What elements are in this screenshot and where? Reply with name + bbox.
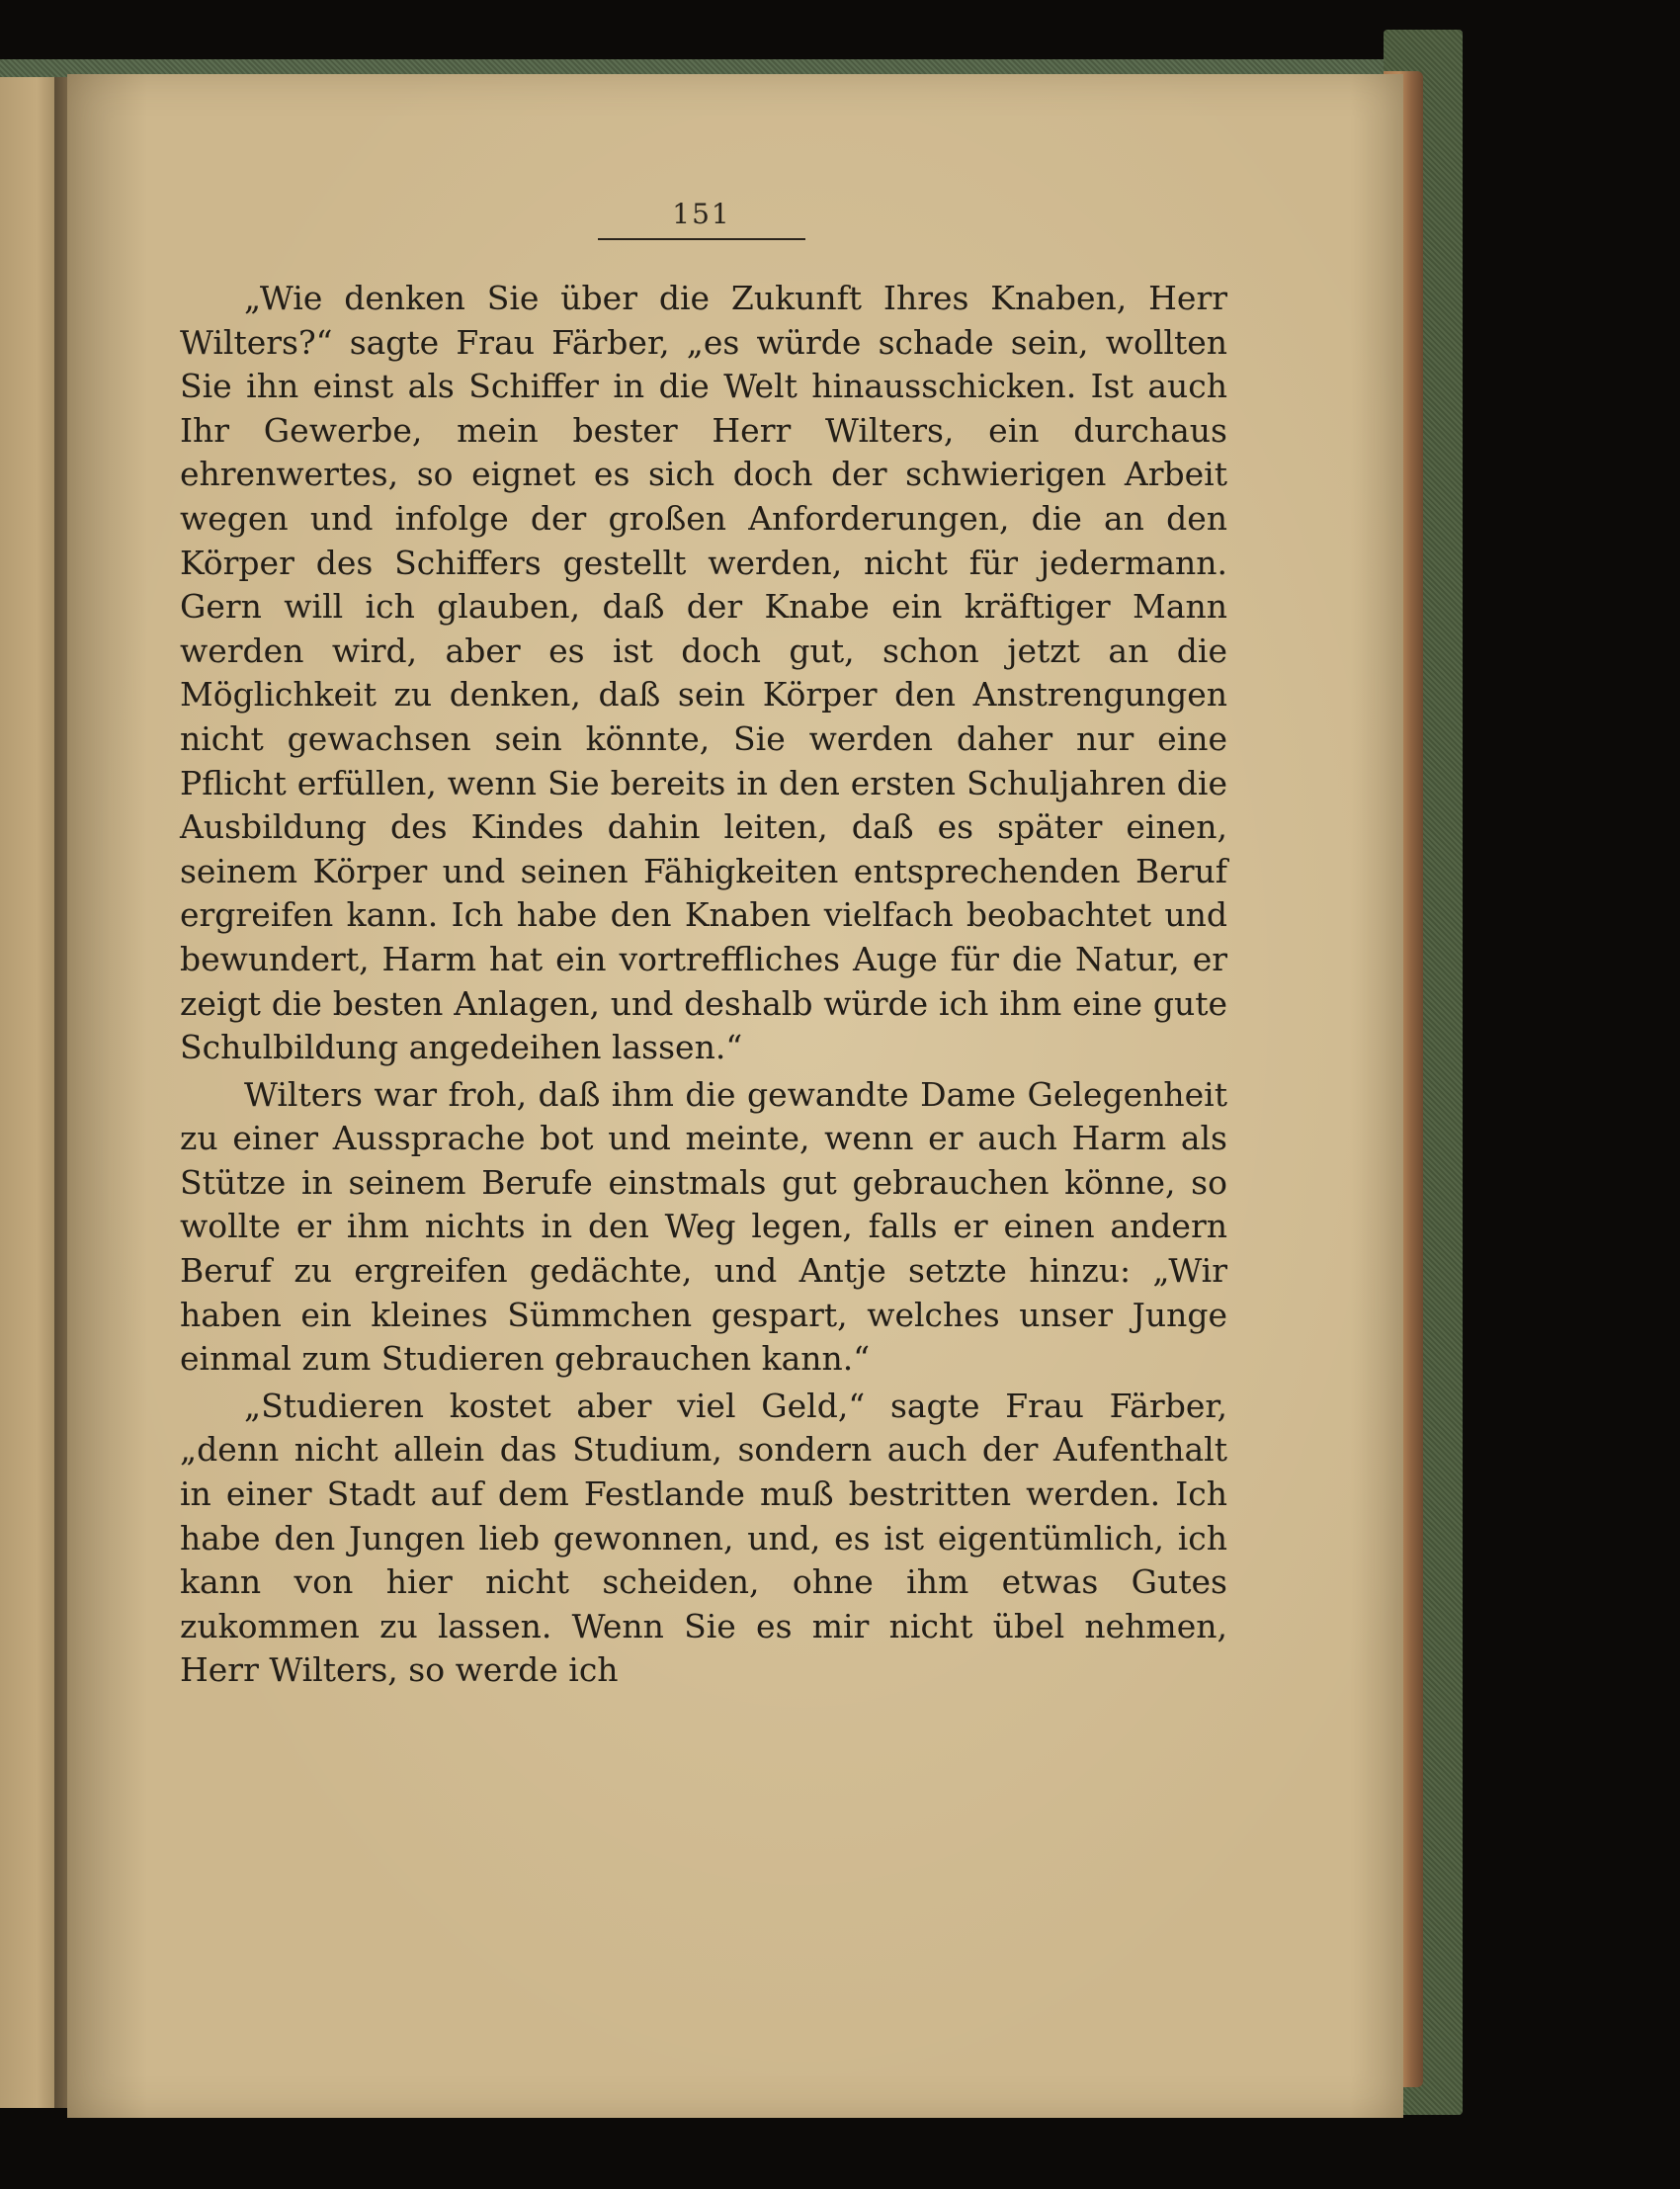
page-number-rule <box>598 238 805 240</box>
page-number: 151 <box>672 198 731 230</box>
left-facing-page <box>0 77 61 2108</box>
page-text <box>180 277 1227 1693</box>
paragraph: „Wie denken Sie über die Zukunft Ihres Knaben, Herr Wilters?“ sagte Frau Färber, „es würde schade sein, wollten Sie ihn einst als Schiffer in die Welt hinausschicken. Ist auch Ihr Gewerbe, mein bester Herr Wilters, ein durchaus ehrenwertes, so eignet es sich doch der schwierigen Arbeit wegen und infolge der großen Anforderungen, die an den Körper des Schiffers gestellt werden, nicht für jedermann. Gern will ich glauben, daß der Knabe ein kräftiger Mann werden wird, aber es ist doch gut, schon jetzt an die Möglichkeit zu denken, daß sein Körper den Anstrengungen nicht gewachsen sein könnte, Sie werden daher nur eine Pflicht erfüllen, wenn Sie bereits in den ersten Schuljahren die Ausbildung des Kindes dahin leiten, daß es später einen, seinem Körper und seinen Fähigkeiten entsprechenden Beruf ergreifen kann. Ich habe den Knaben vielfach beobachtet und bewundert, Harm hat ein vortreffliches Auge für die Natur, er zeigt die besten Anlagen, und deshalb würde ich ihm eine gute Schulbildung angedeihen lassen.“ <box>180 279 1227 1067</box>
paragraph: Wilters war froh, daß ihm die gewandte Dame Gelegenheit zu einer Aussprache bot und meinte, wenn er auch Harm als Stütze in seinem Berufe einstmals gut gebrauchen könne, so wollte er ihm nichts in den Weg legen, falls er einen andern Beruf zu ergreifen gedächte, und Antje setzte hinzu: „Wir haben ein kleines Sümmchen gespart, welches unser Junge einmal zum Studieren gebrauchen kann.“ <box>180 1074 1227 1379</box>
paragraph: „Studieren kostet aber viel Geld,“ sagte Frau Färber, „denn nicht allein das Studium, sondern auch der Aufenthalt in einer Stadt auf dem Festlande muß bestritten werden. Ich habe den Jungen lieb gewonnen, und, es ist eigentümlich, ich kann von hier nicht scheiden, ohne ihm etwas Gutes zukommen zu lassen. Wenn Sie es mir nicht übel nehmen, Herr Wilters, so werde ich <box>180 1386 1227 1690</box>
